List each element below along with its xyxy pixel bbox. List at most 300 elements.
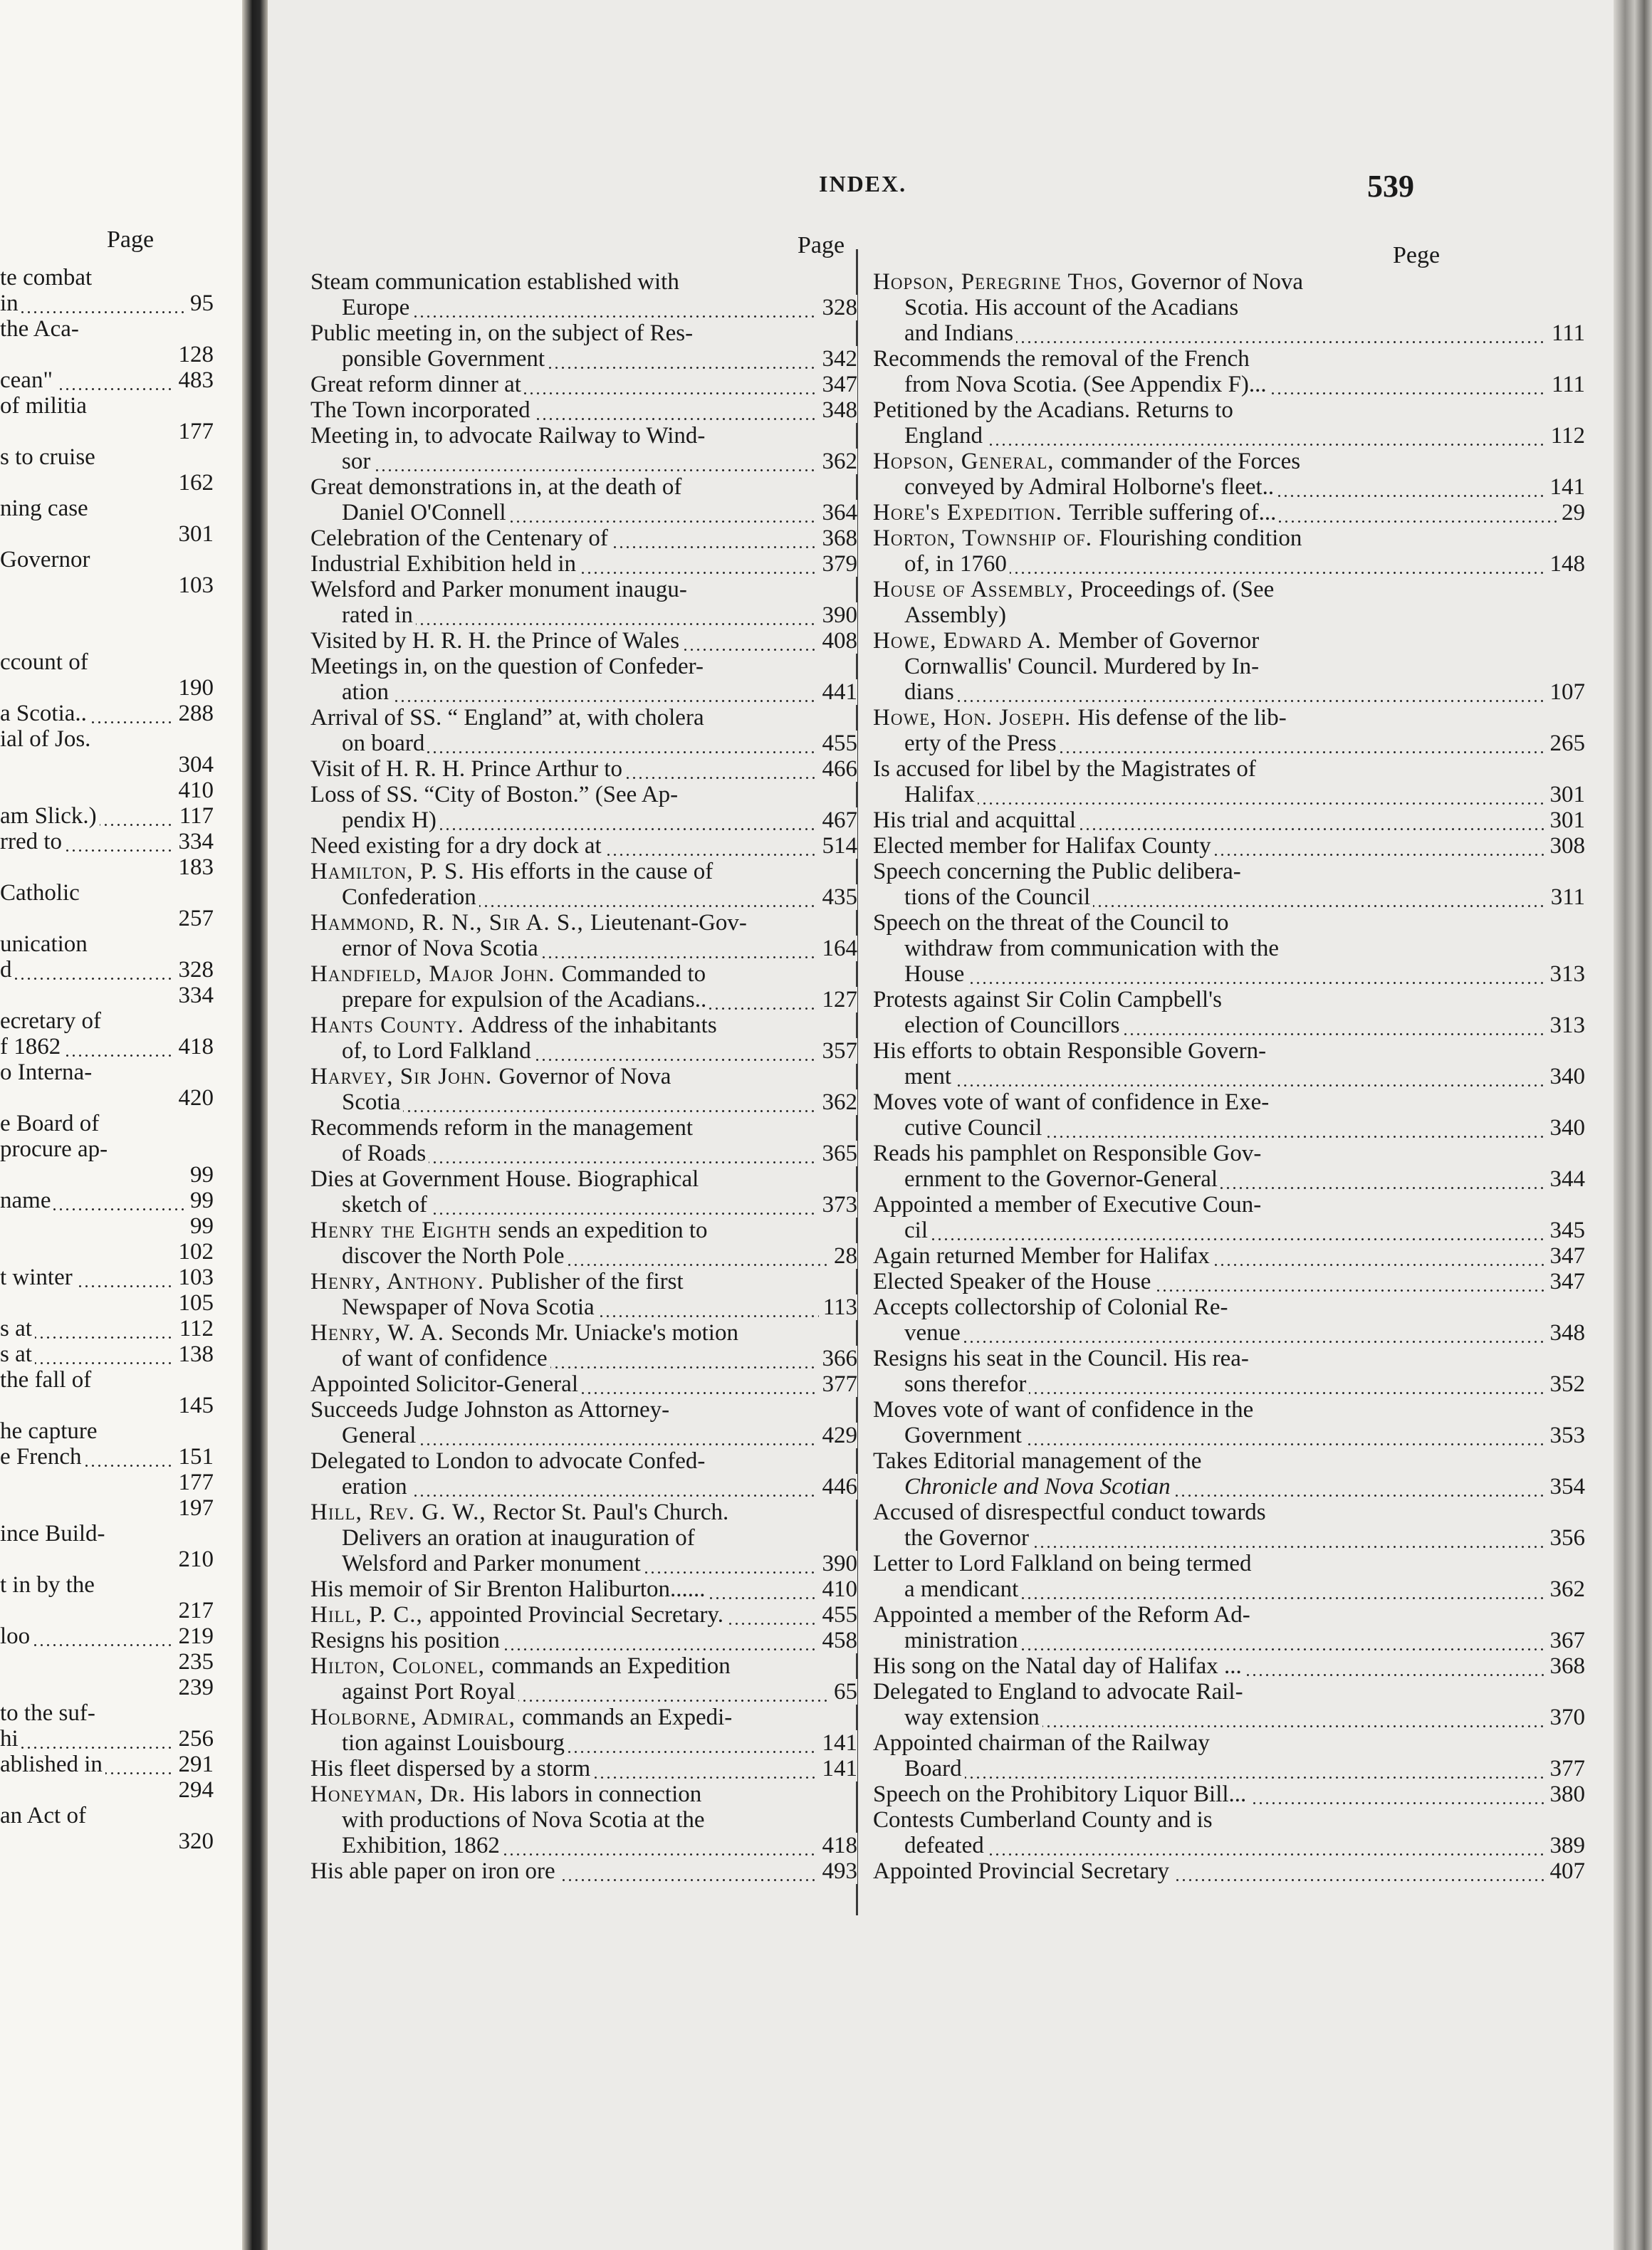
page-ref: 429 <box>818 1423 858 1448</box>
entry-text: election of Councillors <box>904 1012 1122 1038</box>
entry-text: of, in 1760 <box>904 551 1010 577</box>
entry-text: Reads his pamphlet on Responsible Gov- <box>873 1141 1262 1166</box>
entry-text: Confederation <box>342 884 479 910</box>
entry-text: ment <box>904 1064 954 1089</box>
index-line <box>904 423 1585 449</box>
index-line <box>904 1012 1585 1038</box>
fragment-text <box>0 1828 3 1854</box>
index-line <box>310 423 857 449</box>
index-entry <box>310 1320 857 1371</box>
entry-text: Steam communication established with <box>310 269 679 295</box>
page-ref: 347 <box>818 372 858 397</box>
entry-text: Industrial Exhibition held in <box>310 551 579 577</box>
page-ref: 113 <box>819 1294 857 1320</box>
entry-text: Petitioned by the Acadians. Returns to <box>873 397 1233 423</box>
fragment-line <box>0 342 214 367</box>
page-ref: 435 <box>818 884 858 910</box>
index-line <box>342 1294 857 1320</box>
index-line <box>310 1218 857 1243</box>
fragment-line <box>0 1239 214 1265</box>
index-entry <box>310 1705 857 1756</box>
entry-text: against Port Royal <box>342 1679 518 1705</box>
index-line <box>904 320 1585 346</box>
entry-text: ponsible Government <box>342 346 548 372</box>
entry-text: sor <box>342 449 373 474</box>
fragment-line <box>0 880 214 906</box>
entry-text: of Roads <box>342 1141 429 1166</box>
page-ref: 345 <box>1546 1218 1586 1243</box>
fragment-line <box>0 1341 214 1367</box>
index-line <box>904 602 1585 628</box>
page-ref: 379 <box>818 551 858 577</box>
index-line <box>342 500 857 525</box>
fragment-text: Catholic <box>0 880 80 906</box>
fragment-line <box>0 1162 214 1188</box>
fragment-text: a Scotia.. <box>0 701 90 726</box>
entry-text: Appointed chairman of the Railway <box>873 1730 1210 1756</box>
index-entry <box>310 1628 857 1653</box>
index-entry <box>310 551 857 577</box>
index-line <box>873 1551 1585 1576</box>
index-line <box>873 577 1585 602</box>
index-entry <box>310 1858 857 1884</box>
fragment-text <box>0 419 3 444</box>
page-ref: 455 <box>818 731 858 756</box>
index-line <box>904 1474 1585 1500</box>
index-line <box>342 1525 857 1551</box>
fragment-line <box>0 1572 214 1598</box>
fragment-text <box>0 778 3 803</box>
index-line <box>310 859 857 884</box>
page-ref: 380 <box>1546 1781 1586 1807</box>
fragment-line <box>0 291 214 316</box>
index-entry <box>310 1756 857 1781</box>
fragment-text <box>0 1393 3 1418</box>
page-ref: 410 <box>174 778 214 803</box>
fragment-text: o Interna- <box>0 1059 93 1085</box>
fragment-line <box>0 265 214 291</box>
index-line <box>873 1141 1585 1166</box>
index-entry <box>310 1218 857 1269</box>
entry-text: a mendicant <box>904 1576 1021 1602</box>
entry-text: His efforts to obtain Responsible Govern- <box>873 1038 1267 1064</box>
fragment-text <box>0 1162 3 1188</box>
index-entry <box>873 577 1585 628</box>
entry-text: Visit of H. R. H. Prince Arthur to <box>310 756 625 782</box>
entry-text: Holborne, Admiral, commands an Expedi- <box>310 1705 733 1730</box>
index-entry <box>310 705 857 756</box>
entry-heading: Hopson, General, <box>873 449 1061 474</box>
entry-text: Meeting in, to advocate Railway to Wind- <box>310 423 706 449</box>
fragment-line <box>0 906 214 931</box>
page-ref: 373 <box>818 1192 858 1218</box>
index-line <box>342 731 857 756</box>
entry-text: Welsford and Parker monument <box>342 1551 644 1576</box>
index-line <box>904 1371 1585 1397</box>
fragment-text <box>0 572 3 598</box>
page-ref: 320 <box>174 1828 214 1854</box>
page-ref: 311 <box>1547 884 1585 910</box>
fragment-text: e French <box>0 1444 85 1470</box>
index-line <box>310 1448 857 1474</box>
page-ref: 390 <box>818 1551 858 1576</box>
index-entry <box>873 910 1585 987</box>
fragment-text: to the suf- <box>0 1700 95 1726</box>
entry-text: Hill, P. C., appointed Provincial Secretary. <box>310 1602 726 1628</box>
fragment-text <box>0 1213 3 1239</box>
fragment-line <box>0 1675 214 1700</box>
entry-text: Henry, Anthony. Publisher of the first <box>310 1269 684 1294</box>
index-line <box>310 654 857 679</box>
page-ref: 141 <box>1546 474 1586 500</box>
page-ref: 370 <box>1546 1705 1586 1730</box>
fragment-line <box>0 1316 214 1341</box>
fragment-line <box>0 1111 214 1136</box>
entry-heading: Horton, Township of. <box>873 525 1099 551</box>
fragment-line <box>0 1700 214 1726</box>
entry-text: General <box>342 1423 419 1448</box>
index-line <box>342 1551 857 1576</box>
entry-text: His memoir of Sir Brenton Haliburton...... <box>310 1576 709 1602</box>
page-ref: 95 <box>186 291 214 316</box>
fragment-text <box>0 752 3 778</box>
entry-text: Great reform dinner at <box>310 372 524 397</box>
entry-text: Chronicle and Nova Scotian <box>904 1474 1173 1500</box>
page-ref: 354 <box>1546 1474 1586 1500</box>
entry-text: Assembly) <box>904 602 1006 628</box>
entry-text: ministration <box>904 1628 1021 1653</box>
index-entry <box>310 1269 857 1320</box>
index-line <box>342 602 857 628</box>
fragment-line <box>0 1623 214 1649</box>
entry-heading: House of Assembly, <box>873 577 1081 602</box>
page-ref: 357 <box>818 1038 858 1064</box>
index-line <box>873 1602 1585 1628</box>
index-entry <box>873 807 1585 833</box>
index-line <box>904 936 1585 961</box>
page-ref: 148 <box>1546 551 1586 577</box>
index-entry <box>873 1781 1585 1807</box>
entry-text: Dies at Government House. Biographical <box>310 1166 699 1192</box>
page-ref: 304 <box>174 752 214 778</box>
fragment-line <box>0 1726 214 1752</box>
index-entry <box>873 1089 1585 1141</box>
fragment-text: ccount of <box>0 649 88 675</box>
fragment-text: he capture <box>0 1418 98 1444</box>
index-entry <box>310 628 857 654</box>
index-line <box>904 1756 1585 1781</box>
fragment-text: ince Build- <box>0 1521 105 1547</box>
fragment-text: loo <box>0 1623 33 1649</box>
page-ref: 467 <box>818 807 858 833</box>
index-entry <box>873 449 1585 500</box>
fragment-text <box>0 1675 3 1700</box>
fragment-line <box>0 1034 214 1059</box>
index-line <box>342 295 857 320</box>
entry-text: eration <box>342 1474 410 1500</box>
index-line <box>342 1243 857 1269</box>
left-column <box>0 265 214 1854</box>
index-line <box>904 1166 1585 1192</box>
entry-text: venue <box>904 1320 963 1346</box>
index-line <box>873 807 1585 833</box>
page-ref: 514 <box>818 833 858 859</box>
page-ref: 219 <box>174 1623 214 1649</box>
index-line <box>904 1064 1585 1089</box>
page-ref: 365 <box>818 1141 858 1166</box>
entry-text: His song on the Natal day of Halifax ... <box>873 1653 1245 1679</box>
entry-text: Appointed Solicitor-General <box>310 1371 581 1397</box>
index-line <box>904 551 1585 577</box>
page-ref: 217 <box>174 1598 214 1623</box>
page-ref: 356 <box>1546 1525 1586 1551</box>
fragment-line <box>0 957 214 983</box>
page-ref: 99 <box>186 1213 214 1239</box>
entry-text: discover the North Pole <box>342 1243 568 1269</box>
page-ref: 197 <box>174 1495 214 1521</box>
index-line <box>873 1346 1585 1371</box>
index-line <box>342 1807 857 1833</box>
index-entry <box>310 320 857 372</box>
page-ref: 112 <box>175 1316 214 1341</box>
fragment-line <box>0 1393 214 1418</box>
fragment-line <box>0 675 214 701</box>
index-line <box>904 1525 1585 1551</box>
index-entry <box>873 1294 1585 1346</box>
index-line <box>904 782 1585 807</box>
entry-text: Scotia <box>342 1089 403 1115</box>
index-line <box>873 1781 1585 1807</box>
page-ref: 164 <box>818 936 858 961</box>
entry-text: Resigns his position <box>310 1628 503 1653</box>
fragment-line <box>0 1367 214 1393</box>
page-ref: 418 <box>818 1833 858 1858</box>
fragment-line <box>0 829 214 854</box>
fragment-line <box>0 803 214 829</box>
page-ref: 301 <box>1546 807 1586 833</box>
index-line <box>310 372 857 397</box>
index-line <box>873 833 1585 859</box>
index-line <box>904 884 1585 910</box>
entry-text: Delegated to England to advocate Rail- <box>873 1679 1243 1705</box>
fragment-line <box>0 701 214 726</box>
index-line <box>310 525 857 551</box>
fragment-line <box>0 931 214 957</box>
entry-text: Speech on the Prohibitory Liquor Bill... <box>873 1781 1249 1807</box>
page-edge <box>1614 0 1652 2250</box>
index-line <box>342 679 857 705</box>
fragment-line <box>0 1752 214 1777</box>
fragment-text <box>0 1085 3 1111</box>
index-entry <box>310 1781 857 1858</box>
index-line <box>310 1064 857 1089</box>
entry-text: Hopson, Peregrine Thos, Governor of Nova <box>873 269 1304 295</box>
fragment-text: of militia <box>0 393 87 419</box>
entry-text: Elected Speaker of the House <box>873 1269 1154 1294</box>
index-line <box>310 1012 857 1038</box>
fragment-text <box>0 1470 3 1495</box>
fragment-line <box>0 444 214 470</box>
entry-heading: Hilton, Colonel, <box>310 1653 492 1679</box>
page-ref: 29 <box>1557 500 1585 525</box>
fragment-line <box>0 1188 214 1213</box>
page-ref: 353 <box>1546 1423 1586 1448</box>
index-entry <box>873 1397 1585 1448</box>
index-line <box>310 1781 857 1807</box>
index-line <box>873 1269 1585 1294</box>
index-entry <box>873 500 1585 525</box>
page-ref: 377 <box>818 1371 858 1397</box>
fragment-line <box>0 367 214 393</box>
entry-text: Europe <box>342 295 412 320</box>
fragment-line <box>0 1265 214 1290</box>
middle-page-label: Page <box>798 232 845 258</box>
index-entry <box>873 1500 1585 1551</box>
index-line <box>342 1346 857 1371</box>
entry-text: Celebration of the Centenary of <box>310 525 611 551</box>
left-page-fragment <box>0 0 242 2250</box>
index-entry <box>310 372 857 397</box>
index-entry <box>310 397 857 423</box>
entry-text: Appointed a member of the Reform Ad- <box>873 1602 1250 1628</box>
index-line <box>873 756 1585 782</box>
fragment-text <box>0 342 3 367</box>
entry-text: Is accused for libel by the Magistrates of <box>873 756 1256 782</box>
page-ref: 368 <box>818 525 858 551</box>
fragment-text: e Board of <box>0 1111 100 1136</box>
fragment-text: procure ap- <box>0 1136 108 1162</box>
page-ref: 389 <box>1546 1833 1586 1858</box>
entry-heading: Hammond, R. N., Sir A. S., <box>310 910 590 936</box>
index-line <box>310 1371 857 1397</box>
index-entry <box>873 269 1585 346</box>
index-line <box>342 346 857 372</box>
entry-text: Appointed Provincial Secretary <box>873 1858 1172 1884</box>
entry-text: prepare for expulsion of the Acadians.. <box>342 987 709 1012</box>
fragment-text: am Slick.) <box>0 803 100 829</box>
fragment-text: d <box>0 957 15 983</box>
index-entry <box>873 1269 1585 1294</box>
index-line <box>310 833 857 859</box>
index-entry <box>310 1371 857 1397</box>
fragment-line <box>0 521 214 547</box>
page-ref: 347 <box>1546 1269 1586 1294</box>
index-line <box>310 1166 857 1192</box>
fragment-line <box>0 854 214 880</box>
right-page-label: Pege <box>1393 242 1441 268</box>
entry-text: Howe, Edward A. Member of Governor <box>873 628 1260 654</box>
fragment-text <box>0 1777 3 1803</box>
index-entry <box>310 859 857 910</box>
index-entry <box>873 833 1585 859</box>
entry-text: tions of the Council <box>904 884 1093 910</box>
fragment-text <box>0 1495 3 1521</box>
fragment-text: Governor <box>0 547 90 572</box>
index-line <box>873 1397 1585 1423</box>
entry-text: of, to Lord Falkland <box>342 1038 534 1064</box>
entry-text: Hamilton, P. S. His efforts in the cause of <box>310 859 713 884</box>
fragment-line <box>0 1085 214 1111</box>
page-ref: 265 <box>1546 731 1586 756</box>
index-line <box>310 1320 857 1346</box>
index-entry <box>873 1679 1585 1730</box>
index-line <box>873 449 1585 474</box>
page-ref: 138 <box>174 1341 214 1367</box>
entry-heading: Honeyman, Dr. <box>310 1781 473 1807</box>
index-line <box>342 1192 857 1218</box>
entry-text: Protests against Sir Colin Campbell's <box>873 987 1222 1012</box>
index-line <box>342 1730 857 1756</box>
index-entry <box>310 1397 857 1448</box>
index-line <box>873 1038 1585 1064</box>
page-ref: 127 <box>818 987 858 1012</box>
entry-heading: Hill, P. C., <box>310 1602 430 1628</box>
entry-text: Need existing for a dry dock at <box>310 833 605 859</box>
entry-text: Visited by H. R. H. the Prince of Wales <box>310 628 682 654</box>
entry-text: Resigns his seat in the Council. His rea- <box>873 1346 1249 1371</box>
index-line <box>873 1294 1585 1320</box>
page-ref: 328 <box>818 295 858 320</box>
index-line <box>873 1192 1585 1218</box>
fragment-text <box>0 906 3 931</box>
index-line <box>904 1833 1585 1858</box>
fragment-text <box>0 1547 3 1572</box>
page-ref: 410 <box>818 1576 858 1602</box>
page-ref: 458 <box>818 1628 858 1653</box>
index-entry <box>873 1141 1585 1192</box>
page-ref: 362 <box>1546 1576 1586 1602</box>
entry-text: His trial and acquittal <box>873 807 1079 833</box>
index-line <box>904 1705 1585 1730</box>
entry-text: on board <box>342 731 427 756</box>
entry-text: withdraw from communication with the <box>904 936 1280 961</box>
fragment-text <box>0 854 3 880</box>
entry-text: Meetings in, on the question of Confeder- <box>310 654 704 679</box>
page-ref: 99 <box>186 1162 214 1188</box>
index-entry <box>310 782 857 833</box>
page-ref: 342 <box>818 346 858 372</box>
page-ref: 362 <box>818 449 858 474</box>
index-entry <box>873 859 1585 910</box>
entry-text: Arrival of SS. “ England” at, with cholera <box>310 705 704 731</box>
fragment-line <box>0 726 214 752</box>
fragment-line <box>0 1418 214 1444</box>
fragment-text <box>0 983 3 1008</box>
entry-text: His fleet dispersed by a storm <box>310 1756 593 1781</box>
index-line <box>310 1602 857 1628</box>
index-entry <box>310 1448 857 1500</box>
fragment-text: ial of Jos. <box>0 726 91 752</box>
index-entry <box>310 525 857 551</box>
entry-heading: Hore's Expedition. <box>873 500 1070 525</box>
entry-text: Henry, W. A. Seconds Mr. Uniacke's motion <box>310 1320 738 1346</box>
fragment-text <box>0 1598 3 1623</box>
index-line <box>342 1423 857 1448</box>
index-line <box>310 474 857 500</box>
index-line <box>873 346 1585 372</box>
entry-text: Henry the Eighth sends an expedition to <box>310 1218 708 1243</box>
page-ref: 334 <box>174 829 214 854</box>
page-ref: 418 <box>174 1034 214 1059</box>
entry-heading: Hill, Rev. G. W., <box>310 1500 493 1525</box>
index-line <box>310 1397 857 1423</box>
index-line <box>342 1089 857 1115</box>
fragment-line <box>0 572 214 598</box>
index-entry <box>310 1500 857 1576</box>
index-entry <box>310 1166 857 1218</box>
index-entry <box>873 397 1585 449</box>
page-ref: 390 <box>818 602 858 628</box>
